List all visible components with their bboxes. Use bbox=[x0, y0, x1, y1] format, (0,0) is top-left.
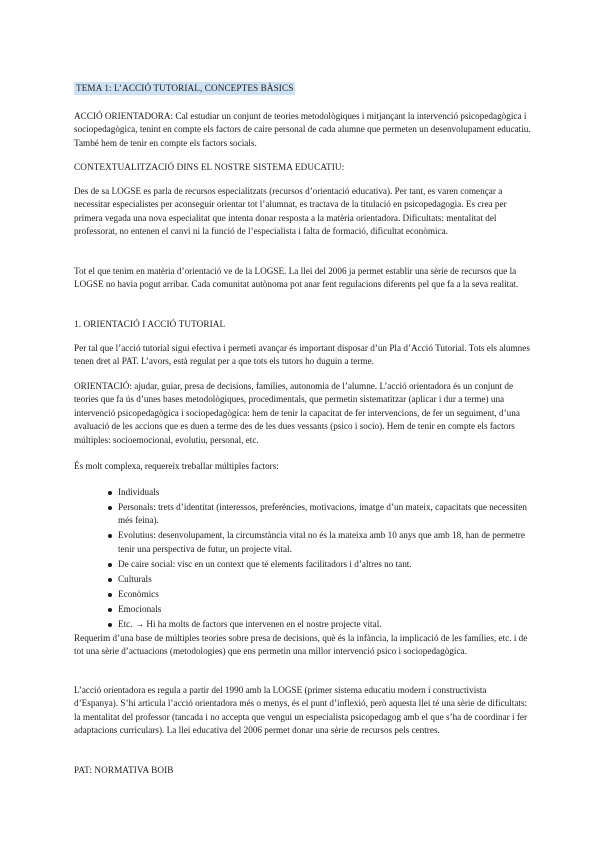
page-title: TEMA 1: L’ACCIÓ TUTORIAL, CONCEPTES BÀSICS bbox=[76, 83, 294, 93]
list-item: Evolutius: desenvolupament, la circumstància vital no és la mateixa amb 10 anys que amb 18, han de permetre tenir una perspectiva de futur, un projecte vital. bbox=[108, 529, 532, 556]
factors-list bbox=[108, 486, 532, 633]
list-item: Etc. → Hi ha molts de factors que intervenen en el nostre projecte vital. bbox=[108, 618, 532, 631]
list-item: De caire social: visc en un context que té elements facilitadors i d’altres no tant. bbox=[108, 558, 532, 571]
paragraph-materia-orientacio: Tot el que tenim en matèria d’orientació ve de la LOGSE. La llei del 2006 ja permet establir una sèrie de recursos que la LOGSE no havia pogut arribar. Cada comunitat autònoma pot anar fent regulacions diferents pel que fa a la seva realitat. bbox=[74, 266, 519, 290]
paragraph-regulacio: L’acció orientadora es regula a partir del 1990 amb la LOGSE (primer sistema educatiu modern i constructivista d’Espanya). S’hi articula l’acció orientadora més o menys, és el punt d’inflexió, però aquesta llei té una sèrie de dificultats: la mentalitat del professor (tancada i no accepta que vengui un especialista psicopedagog amb el que s’ha de coordinar i fer adaptacions curriculars). La llei educativa del 2006 permet donar una sèrie de recursos pels centres. bbox=[74, 685, 528, 736]
heading-pat-normativa: PAT: NORMATIVA BOIB bbox=[74, 765, 174, 775]
paragraph-accio-orientadora: ACCIÓ ORIENTADORA: Cal estudiar un conjunt de teories metodològiques i mitjançant la intervenció psicopedagògica i sociopedagògica, tenint en compte els factors de caire personal de cada alumne que permeten un desenvolupament educatiu. També hem de tenir en compte els factors socials. bbox=[74, 111, 531, 148]
paragraph-orientacio: ORIENTACIÓ: ajudar, guiar, presa de decisions, famílies, autonomia de l’alumne. L’acció orientadora és un conjunt de teories que fa ús d’unes bases metodològiques, procedimentals, que permetin sistematitzar (aplicar i dur a terme) una intervenció psicopedagògica i sociopedagògica: hem de tenir la capacitat de fer intervencions, de fer un seguiment, d’una avaluació de les accions que es duen a terme des de les dues vessants (psico i socio). Hem de tenir en compte els factors múltiples: socioemocional, evolutiu, personal, etc. bbox=[74, 381, 520, 445]
list-item: Personals: trets d’identitat (interessos, preferències, motivacions, imatge d’un mateix, capacitats que necessiten més feina). bbox=[108, 501, 532, 528]
heading-contextualitzacio: CONTEXTUALITZACIÓ DINS EL NOSTRE SISTEMA EDUCATIU: bbox=[74, 162, 345, 172]
list-item: Econòmics bbox=[108, 588, 532, 601]
paragraph-complexa: És molt complexa, requereix treballar múltiples factors: bbox=[74, 461, 279, 471]
list-item: Emocionals bbox=[108, 603, 532, 616]
paragraph-pla-accio-tutorial: Per tal que l’acció tutorial sigui efectiva i permeti avançar és important disposar d’un Pla d’Acció Tutorial. Tots els alumnes tenen dret al PAT. L’avors, està regulat per a que tots els tutors ho duguin a terme. bbox=[74, 343, 530, 367]
heading-orientacio-accio-tutorial: 1. ORIENTACIÓ I ACCIÓ TUTORIAL bbox=[74, 319, 226, 329]
paragraph-requerim: Requerim d’una base de múltiples teories sobre presa de decisions, què és la infància, la implicació de les famílies, etc. i de tot una sèrie d’actuacions (metodologies) que ens permetin una millor intervenció psico i sociopedagògica. bbox=[74, 633, 528, 657]
paragraph-logse: Des de sa LOGSE es parla de recursos especialitzats (recursos d’orientació educativa). Per tant, es varen començar a necessitar especialistes per aconseguir orientar tot l’alumnat, es tractava de la titulació en psicopedagogia. Es crea per primera vegada una nova especialitat que intenta donar resposta a la matèria orientadora. Dificultats: mentalitat del professorat, no entenen el canvi ni la funció de l’especialista i falta de formació, dificultat econòmica. bbox=[74, 186, 507, 237]
list-item: Individuals bbox=[108, 486, 532, 499]
list-item: Culturals bbox=[108, 573, 532, 586]
